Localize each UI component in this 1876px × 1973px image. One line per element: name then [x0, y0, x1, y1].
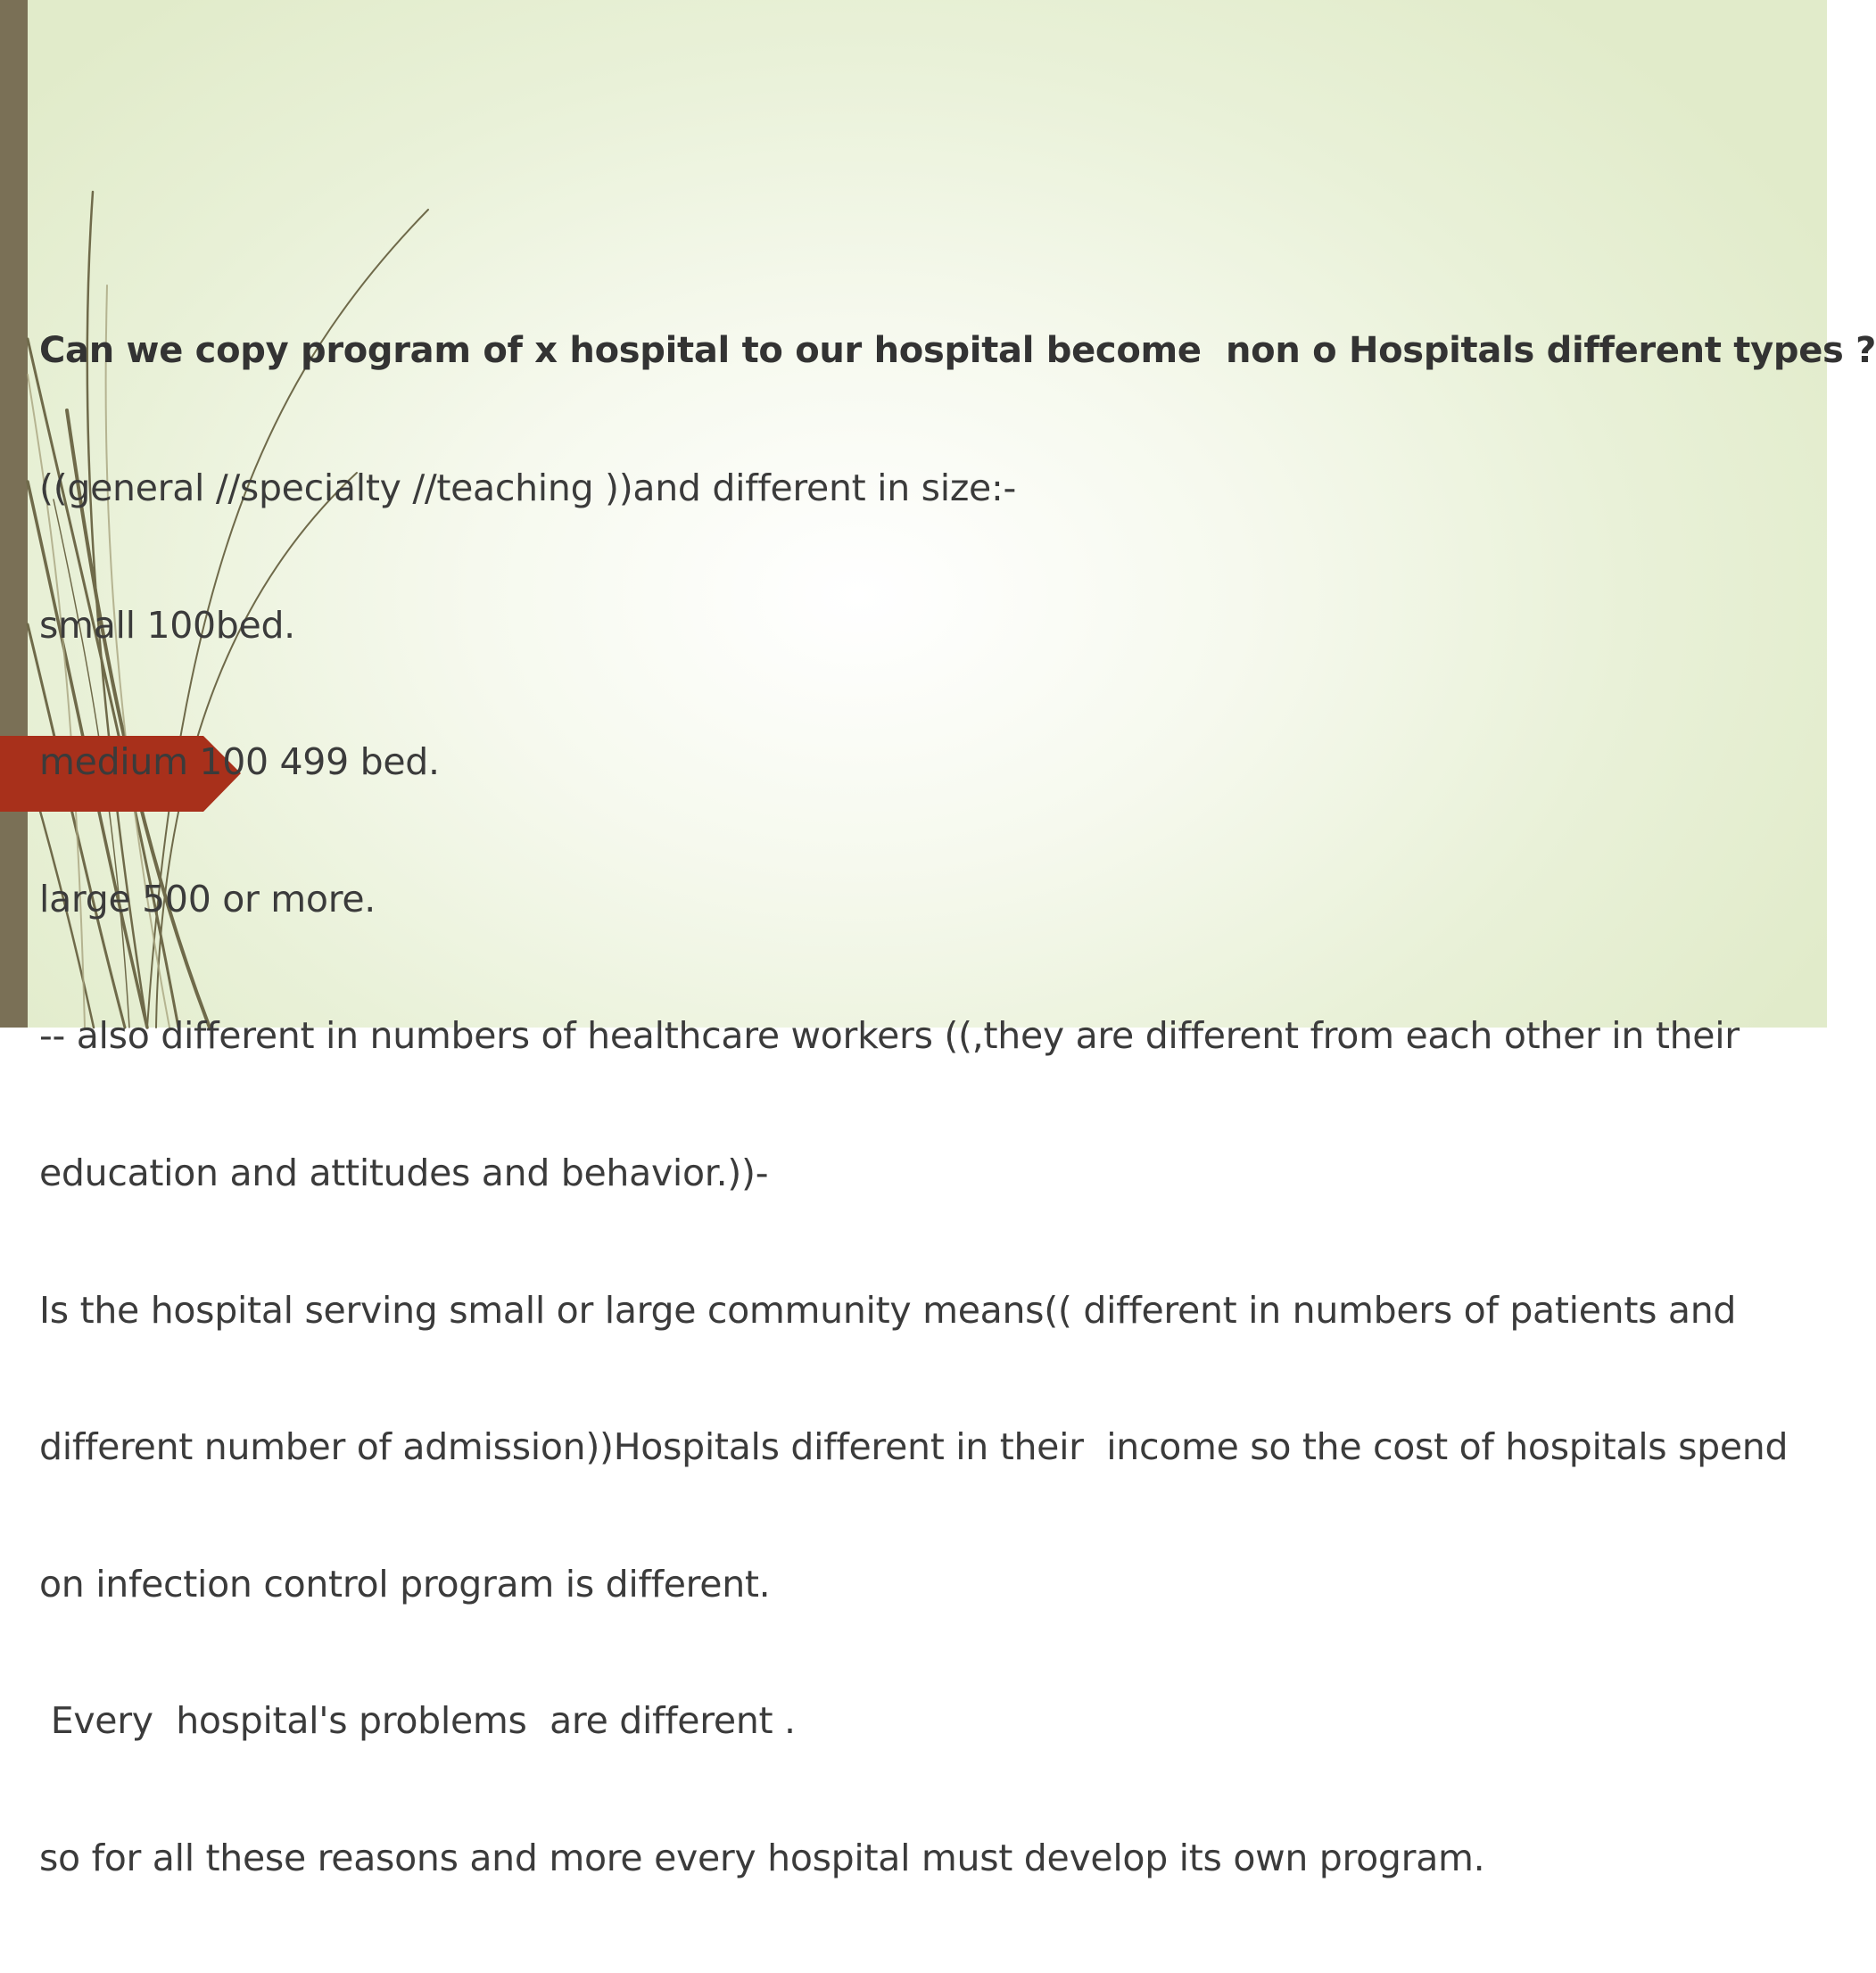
text-line: different number of admission))Hospitals different in their income so the cost of hospitals spend [39, 1425, 1789, 1469]
text-line: medium 100 499 bed. [39, 740, 440, 784]
text-line: small 100bed. [39, 603, 295, 647]
text-line: -- also different in numbers of healthcare workers ((,they are different from each other in their [39, 1014, 1740, 1058]
slide-body-text [39, 237, 1876, 1973]
text-line: ((general //specialty //teaching ))and different in size:- [39, 466, 1016, 509]
text-line: so for all these reasons and more every hospital must develop its own program. [39, 1836, 1485, 1879]
text-line: Is the hospital serving small or large community means(( different in numbers of patients and [39, 1288, 1737, 1332]
text-line: on infection control program is different. [39, 1562, 771, 1606]
text-line: education and attitudes and behavior.))- [39, 1151, 769, 1194]
text-line: Every hospital's problems are different . [39, 1699, 796, 1743]
text-line: large 500 or more. [39, 877, 376, 920]
slide-heading: Can we copy program of x hospital to our hospital become non o Hospitals different types ? [39, 330, 1876, 372]
